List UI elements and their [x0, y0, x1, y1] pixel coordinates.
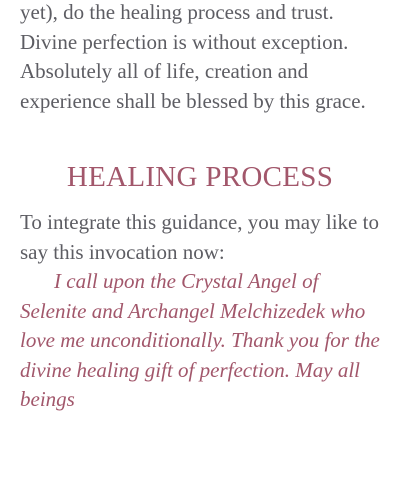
intro-paragraph: To integrate this guidance, you may like to say this invocation now: — [20, 210, 379, 264]
invocation-text: I call upon the Crystal Angel of Selenite and Archangel Melchizedek who love me unconditionally. Thank you for the divine healing gift of perfection. May all beings — [20, 269, 380, 411]
body-paragraph: yet), do the healing process and trust. Divine perfection is without exception. Absolutely all of life, creation and experience shall be blessed by this grace. — [20, 0, 366, 113]
section-heading: HEALING PROCESS — [66, 161, 334, 193]
